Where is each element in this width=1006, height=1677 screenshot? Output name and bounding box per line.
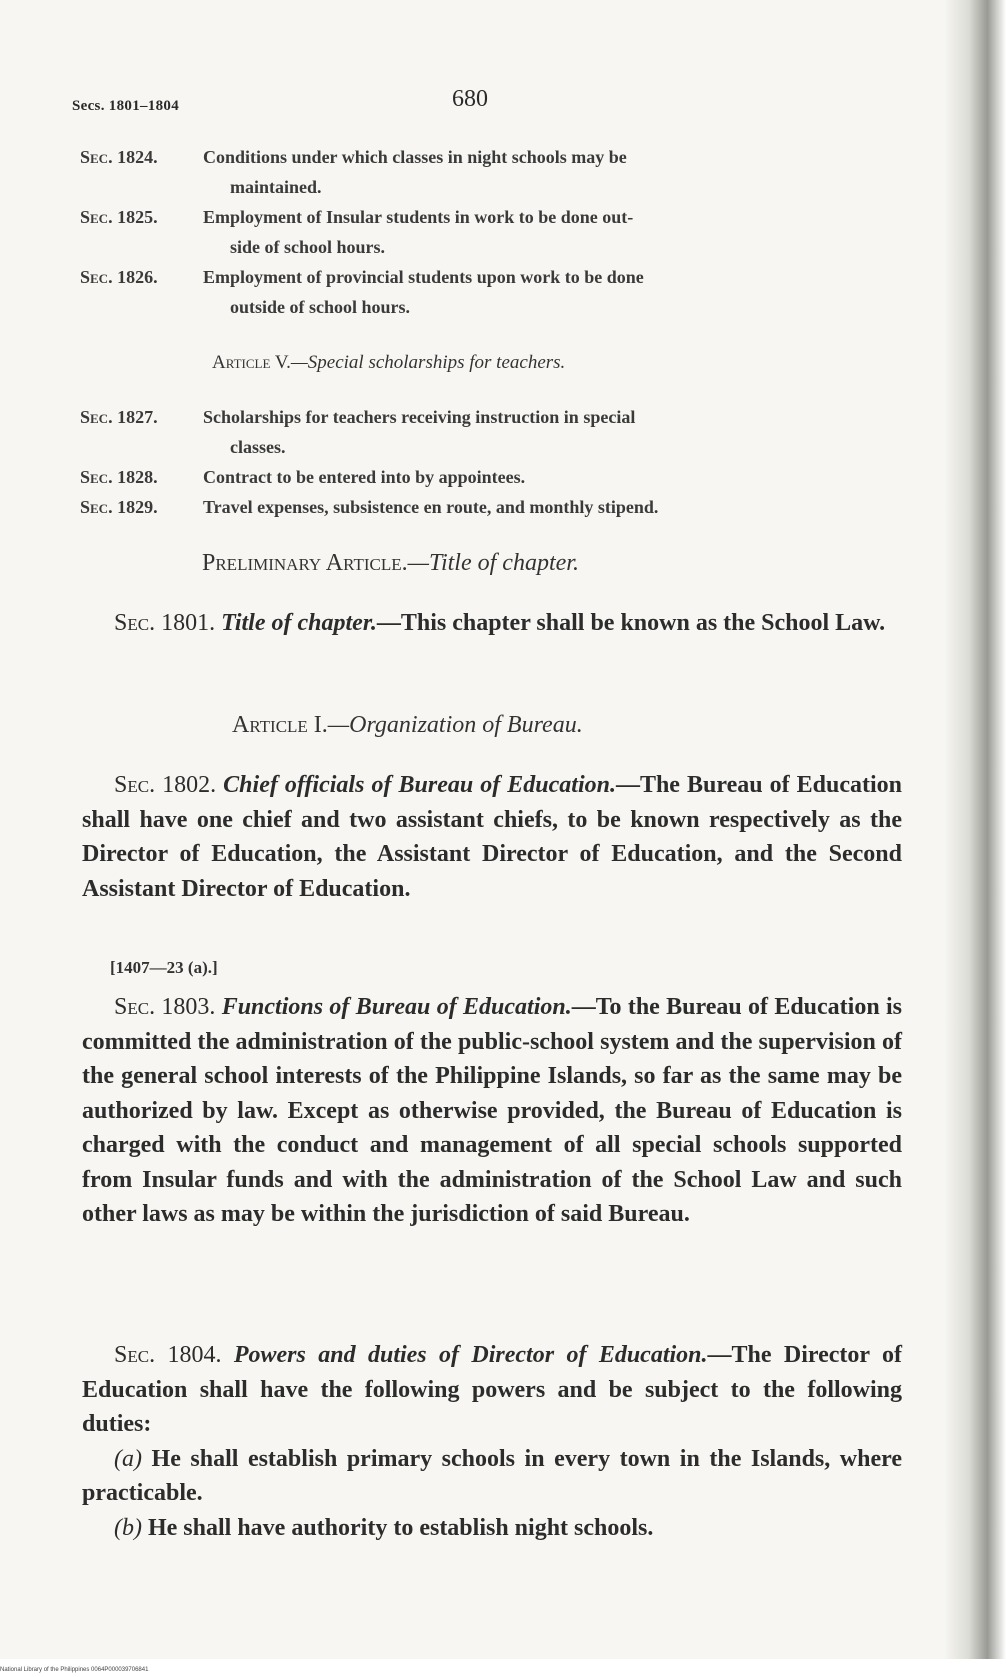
item-text: He shall establish primary schools in every town in the Islands, where practicable. xyxy=(82,1445,903,1506)
list-item xyxy=(82,1511,902,1546)
toc-section-number: Sec. 1829. xyxy=(80,497,158,517)
list-item xyxy=(82,1442,902,1511)
citation: [1407—23 (a).] xyxy=(110,958,218,977)
article-title: —Special scholarships for teachers. xyxy=(290,352,566,373)
article-title: —Organization of Bureau. xyxy=(327,712,583,738)
page-number: 680 xyxy=(452,86,488,112)
item-label: (b) xyxy=(114,1514,142,1541)
toc-entry xyxy=(80,492,900,522)
section-text: —The Director of Education shall have the following powers and be subject to the following duties: xyxy=(82,1342,903,1437)
toc-section-number: Sec. 1826. xyxy=(80,267,158,287)
toc-entry xyxy=(80,262,900,322)
toc-entry xyxy=(80,402,900,462)
article-label: Article V. xyxy=(212,352,291,373)
item-label: (a) xyxy=(114,1445,142,1472)
toc-list-top xyxy=(80,142,900,322)
toc-title: Contract to be entered into by appointees. xyxy=(203,467,526,487)
section-title: Powers and duties of Director of Education. xyxy=(233,1342,708,1368)
item-text: He shall have authority to establish night schools. xyxy=(147,1514,654,1541)
section-number: Sec. 1804. xyxy=(114,1342,222,1368)
article-i-heading xyxy=(232,712,583,739)
toc-title: Employment of provincial students upon work to be done xyxy=(203,267,644,287)
section-text: —This chapter shall be known as the School Law. xyxy=(376,610,886,636)
toc-list-bottom xyxy=(80,402,900,522)
section-1802 xyxy=(82,768,902,906)
article-label: Article I. xyxy=(232,712,328,738)
toc-title-cont: side of school hours. xyxy=(230,237,386,257)
toc-entry xyxy=(80,142,900,202)
toc-title-cont: maintained. xyxy=(230,177,322,197)
page-binding-shadow xyxy=(944,0,1006,1677)
section-title: Chief officials of Bureau of Education. xyxy=(223,772,616,798)
toc-entry xyxy=(80,462,900,492)
section-1801 xyxy=(82,606,902,641)
section-number: Sec. 1802. xyxy=(114,772,217,798)
scan-footer-note: National Library of the Philippines 0064P000039706841 xyxy=(0,1667,149,1673)
toc-title-cont: outside of school hours. xyxy=(230,297,411,317)
toc-section-number: Sec. 1827. xyxy=(80,407,158,427)
section-number: Sec. 1801. xyxy=(114,610,216,636)
toc-title: Conditions under which classes in night schools may be xyxy=(203,147,627,167)
section-text: —To the Bureau of Education is committed the administration of the public-school system and the supervision of the general school interests of the Philippine Islands, so far as the same may be authorized by law. Except as otherwise provided, the Bureau of Education is charged with the conduct and management of all special schools supported from Insular funds and with the administration of the School Law and such other laws as may be within the jurisdiction of said Bureau. xyxy=(82,994,902,1227)
toc-section-number: Sec. 1824. xyxy=(80,147,158,167)
section-text: —The Bureau of Education shall have one chief and two assistant chiefs, to be known respectively as the Director of Education, the Assistant Director of Education, and the Second Assistant Director of Education. xyxy=(82,772,903,902)
section-1804 xyxy=(82,1338,902,1545)
article-v-heading xyxy=(212,352,565,374)
toc-section-number: Sec. 1825. xyxy=(80,207,158,227)
toc-title: Employment of Insular students in work to be done out- xyxy=(203,207,634,227)
scan-bottom-strip xyxy=(0,1659,1006,1677)
article-label: Preliminary Article. xyxy=(202,550,408,576)
toc-section-number: Sec. 1828. xyxy=(80,467,158,487)
section-title: Title of chapter. xyxy=(221,610,377,636)
section-1803 xyxy=(82,990,902,1232)
section-number: Sec. 1803. xyxy=(114,994,216,1020)
toc-title: Scholarships for teachers receiving instruction in special xyxy=(203,407,636,427)
preliminary-article-heading xyxy=(202,550,579,577)
article-title: —Title of chapter. xyxy=(407,550,579,576)
toc-title-cont: classes. xyxy=(230,437,286,457)
toc-entry xyxy=(80,202,900,262)
running-header-sections: Secs. 1801–1804 xyxy=(72,98,179,114)
section-title: Functions of Bureau of Education. xyxy=(221,994,572,1020)
toc-title: Travel expenses, subsistence en route, and monthly stipend. xyxy=(203,497,659,517)
